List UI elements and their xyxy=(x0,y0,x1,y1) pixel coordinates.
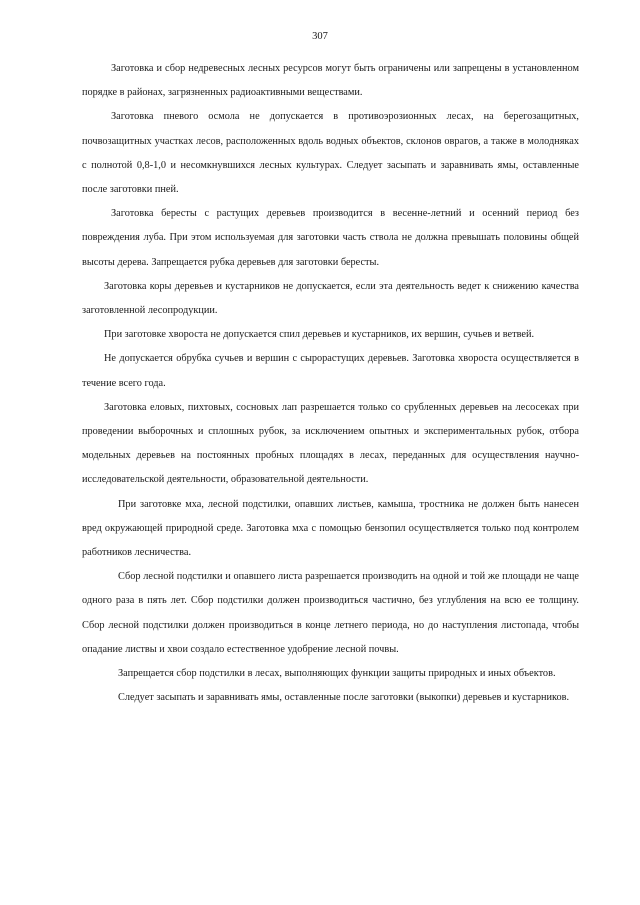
paragraph-restrictions-radioactive: Заготовка и сбор недревесных лесных ресурсов могут быть ограничены или запрещены в установленном порядке в районах, загрязненных радиоактивными веществами. xyxy=(82,63,579,99)
paragraph-tree-bark: Заготовка коры деревьев и кустарников не допускается, если эта деятельность ведет к снижению качества заготовленной лесопродукции. xyxy=(82,280,579,317)
paragraph-litter-collection: Сбор лесной подстилки и опавшего листа разрешается производить на одной и той же площади не чаще одного раза в пять лет. Сбор подстилки должен производиться частично, без углубления на всю ее толщину. Сбор лесной подстилки должен производиться в конце летнего периода, но до наступления листопада, чтобы опадание листвы и хвои создало естественное удобрение лесной почвы. xyxy=(82,571,579,655)
paragraph-pits-filling: Следует засыпать и заравнивать ямы, оставленные после заготовки (выкопки) деревьев и кустарников. xyxy=(118,692,570,704)
paragraph-birch-bark: Заготовка бересты с растущих деревьев производится в весенне-летний и осенний период без повреждения луба. При этом используемая для заготовки часть ствола не должна превышать половины общей высоты дерева. Запрещается рубка деревьев для заготовки бересты. xyxy=(82,208,579,268)
paragraph-stump-resin: Заготовка пневого осмола не допускается в противоэрозионных лесах, на берегозащитных, почвозащитных участках лесов, расположенных вдоль водных объектов, склонов оврагов, а также в молодняках с полнотой 0,8-1,0 и несомкнувшихся лесных культурах. Следует засыпать и заравнивать ямы, оставленные после заготовки пней. xyxy=(82,111,579,196)
paragraph-brushwood: При заготовке хвороста не допускается спил деревьев и кустарников, их вершин, сучьев и ветвей. xyxy=(104,329,535,341)
paragraph-conifer-branches: Заготовка еловых, пихтовых, сосновых лап разрешается только со срубленных деревьев на лесосеках при проведении выборочных и сплошных рубок, за исключением опытных и экспериментальных рубок, отбора модельных деревьев на постоянных пробных площадях в лесах, переданных для осуществления научно-исследовательской деятельности, образовательной деятельности. xyxy=(82,401,579,486)
paragraph-moss-litter: При заготовке мха, лесной подстилки, опавших листьев, камыша, тростника не должен быть нанесен вред окружающей природной среде. Заготовка мха с помощью бензопил осуществляется только под контролем работников лесничества. xyxy=(82,498,579,559)
page-number: 307 xyxy=(312,31,328,42)
paragraph-branch-cutting: Не допускается обрубка сучьев и вершин с сырорастущих деревьев. Заготовка хвороста осуществляется в течение всего года. xyxy=(82,353,579,389)
page-body xyxy=(82,57,579,710)
paragraph-protective-forests: Запрещается сбор подстилки в лесах, выполняющих функции защиты природных и иных объектов. xyxy=(118,668,556,680)
